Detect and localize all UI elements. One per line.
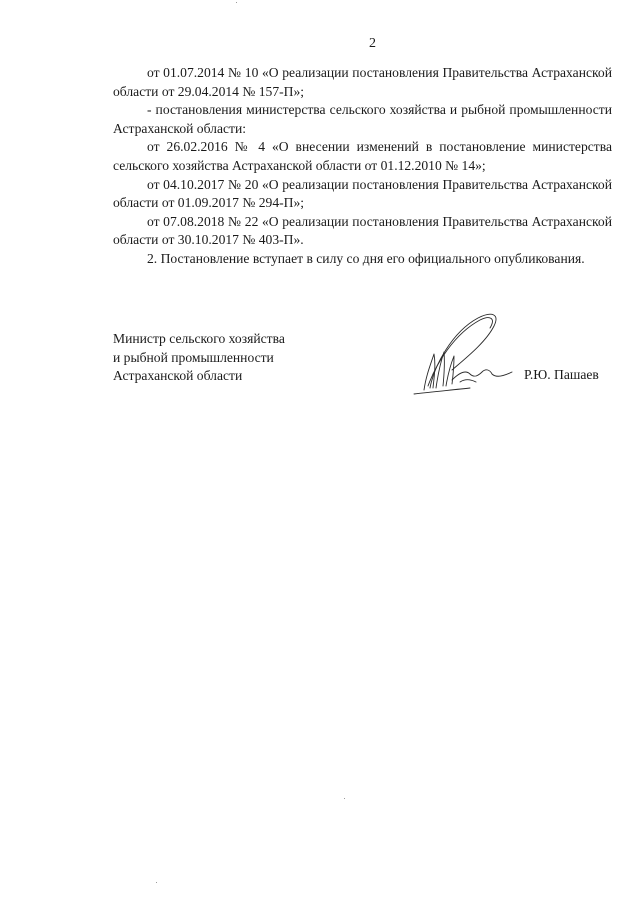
signatory-title-line: и рыбной промышленности [113, 349, 274, 365]
paragraph-ministry-resolutions-heading: - постановления министерства сельского хозяйства и рыбной промышленности Астраханской области: [113, 102, 612, 136]
paragraph-resolution-2014-10: от 01.07.2014 № 10 «О реализации постановления Правительства Астраханской области от 29.04.2014 № 157-П»; [113, 65, 612, 99]
page-number: 2 [369, 36, 376, 51]
handwritten-signature [400, 306, 530, 396]
paragraph-resolution-2016-4: от 26.02.2016 № 4 «О внесении изменений в постановление министерства сельского хозяйства Астраханской области от 01.12.2010 № 14»; [113, 139, 612, 173]
scan-speck [156, 882, 157, 883]
document-body [113, 64, 612, 269]
paragraph-entry-into-force: 2. Постановление вступает в силу со дня его официального опубликования. [147, 250, 585, 266]
paragraph-resolution-2017-20: от 04.10.2017 № 20 «О реализации постановления Правительства Астраханской области от 01.09.2017 № 294-П»; [113, 176, 612, 211]
signatory-title-line: Астраханской области [113, 368, 243, 384]
signatory-title [113, 330, 285, 386]
scan-speck [236, 2, 237, 3]
signatory-title-line: Министр сельского хозяйства [113, 331, 285, 346]
signatory-name: Р.Ю. Пашаев [524, 367, 599, 382]
paragraph-resolution-2018-22: от 07.08.2018 № 22 «О реализации постановления Правительства Астраханской области от 30.10.2017 № 403-П». [113, 213, 612, 248]
scan-speck [344, 798, 345, 799]
